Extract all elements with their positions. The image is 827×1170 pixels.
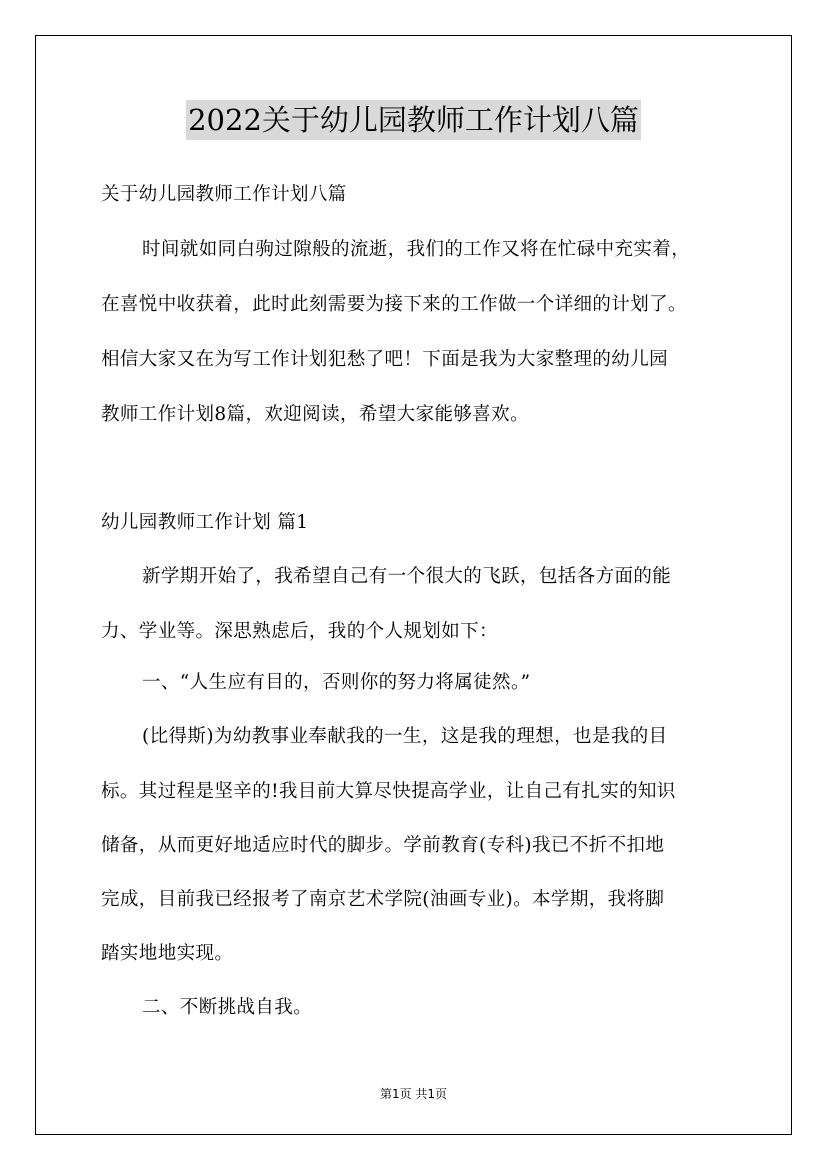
paragraph-line: 完成，目前我已经报考了南京艺术学院(油画专业)。本学期，我将脚 [101,889,665,910]
paragraph-line: (比得斯)为幼教事业奉献我的一生，这是我的理想，也是我的目 [142,726,668,747]
paragraph-line: 二、不断挑战自我。 [142,997,313,1018]
paragraph-line: 相信大家又在为写工作计划犯愁了吧！下面是我为大家整理的幼儿园 [101,349,669,370]
document-title: 2022关于幼儿园教师工作计划八篇 [186,100,641,140]
paragraph-line: 一、“人生应有目的，否则你的努力将属徒然。” [142,672,531,693]
paragraph-line: 时间就如同白驹过隙般的流逝，我们的工作又将在忙碌中充实着， [142,239,691,260]
page-footer: 第1页 共1页 [379,1087,448,1101]
subtitle-line: 关于幼儿园教师工作计划八篇 [101,184,347,205]
paragraph-line: 新学期开始了，我希望自己有一个很大的飞跃，包括各方面的能 [142,566,672,587]
paragraph-line: 储备，从而更好地适应时代的脚步。学前教育(专科)我已不折不扣地 [101,835,665,856]
paragraph-line: 在喜悦中收获着，此时此刻需要为接下来的工作做一个详细的计划了。 [101,294,687,315]
title-block [0,100,827,140]
paragraph-line: 踏实地地实现。 [101,943,234,964]
section-heading: 幼儿园教师工作计划 篇1 [101,512,309,533]
paragraph-line: 教师工作计划8篇，欢迎阅读，希望大家能够喜欢。 [101,404,529,425]
paragraph-line: 力、学业等。深思熟虑后，我的个人规划如下： [101,621,498,642]
paragraph-line: 标。其过程是坚辛的!我目前大算尽快提高学业，让自己有扎实的知识 [101,781,676,802]
